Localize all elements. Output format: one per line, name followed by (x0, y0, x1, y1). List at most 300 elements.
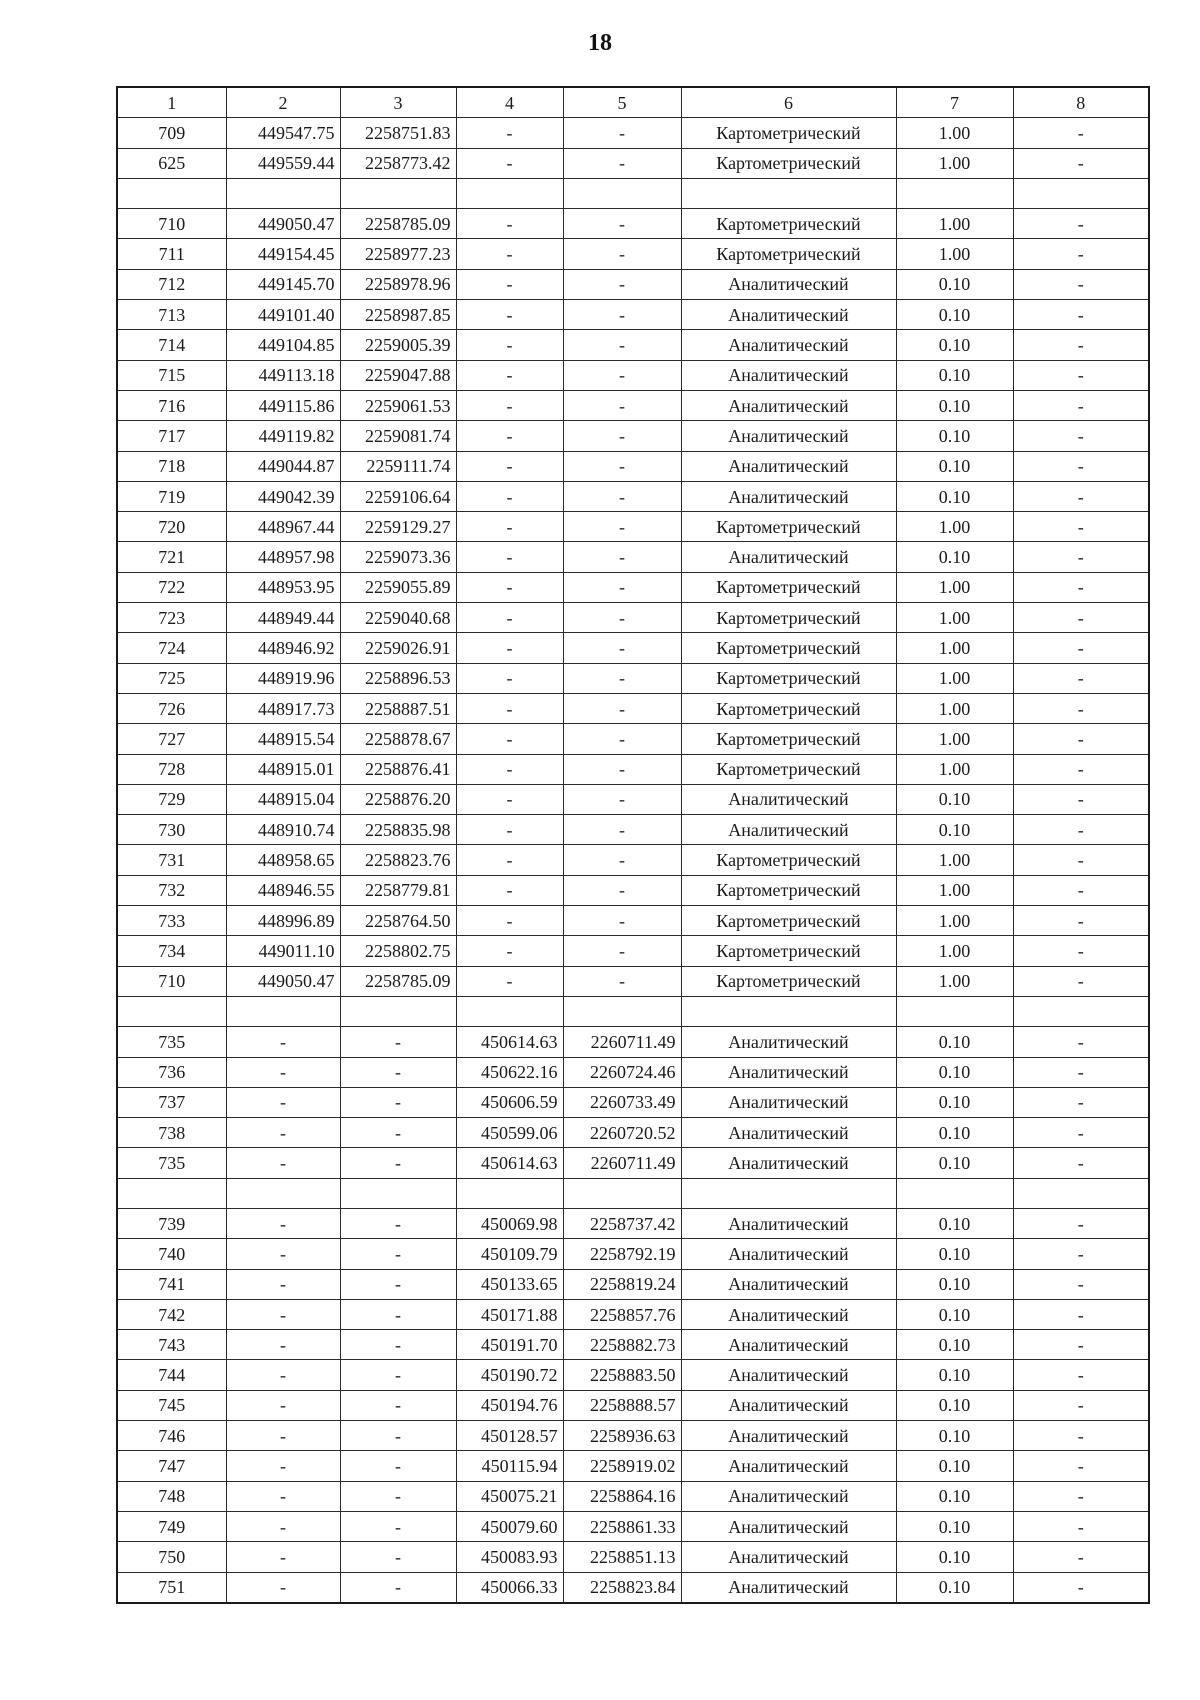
table-cell: 448953.95 (226, 572, 340, 602)
table-cell: - (563, 875, 681, 905)
table-row (117, 724, 1149, 754)
table-cell: 2259106.64 (340, 481, 456, 511)
table-cell (226, 1178, 340, 1208)
table-cell: 2259061.53 (340, 390, 456, 420)
table-cell: - (340, 1299, 456, 1329)
table-cell: 724 (117, 633, 226, 663)
table-cell: - (1013, 1572, 1149, 1603)
table-cell: Аналитический (681, 269, 896, 299)
table-cell: - (456, 269, 563, 299)
table-cell: 718 (117, 451, 226, 481)
table-cell (1013, 996, 1149, 1026)
table-cell: - (456, 360, 563, 390)
table-cell: - (563, 148, 681, 178)
table-separator-row (117, 996, 1149, 1026)
table-cell: 0.10 (896, 1330, 1013, 1360)
table-cell: - (563, 300, 681, 330)
table-cell: - (340, 1481, 456, 1511)
header-cell: 5 (563, 87, 681, 118)
table-cell: 735 (117, 1148, 226, 1178)
table-cell: - (456, 754, 563, 784)
table-cell: Аналитический (681, 1299, 896, 1329)
table-cell: - (563, 693, 681, 723)
table-cell: 450109.79 (456, 1239, 563, 1269)
table-cell: 450083.93 (456, 1542, 563, 1572)
table-cell: - (226, 1027, 340, 1057)
table-row (117, 633, 1149, 663)
table-cell: 734 (117, 936, 226, 966)
table-cell: - (340, 1057, 456, 1087)
table-cell: - (1013, 1118, 1149, 1148)
table-row (117, 1148, 1149, 1178)
table-cell: Аналитический (681, 1542, 896, 1572)
table-cell: Аналитический (681, 815, 896, 845)
table-cell: - (226, 1542, 340, 1572)
table-cell: - (456, 148, 563, 178)
table-cell (340, 996, 456, 1026)
table-cell: 0.10 (896, 1572, 1013, 1603)
table-cell: 450614.63 (456, 1027, 563, 1057)
table-cell: - (456, 209, 563, 239)
table-cell: - (340, 1511, 456, 1541)
table-cell: 450614.63 (456, 1148, 563, 1178)
table-cell: - (1013, 1057, 1149, 1087)
table-cell: 0.10 (896, 390, 1013, 420)
table-cell: Картометрический (681, 118, 896, 148)
table-cell (681, 1178, 896, 1208)
header-cell: 3 (340, 87, 456, 118)
table-cell: 1.00 (896, 239, 1013, 269)
table-cell (117, 996, 226, 1026)
table-row (117, 300, 1149, 330)
table-cell: - (456, 784, 563, 814)
table-cell: 736 (117, 1057, 226, 1087)
table-cell: - (563, 390, 681, 420)
page-number: 18 (588, 30, 612, 56)
table-cell: 2258864.16 (563, 1481, 681, 1511)
table-cell: - (1013, 603, 1149, 633)
table-body (117, 87, 1149, 1603)
table-cell: 448915.54 (226, 724, 340, 754)
table-row (117, 421, 1149, 451)
header-cell: 4 (456, 87, 563, 118)
table-cell: - (226, 1057, 340, 1087)
table-cell (896, 996, 1013, 1026)
table-cell (456, 1178, 563, 1208)
table-cell: - (456, 512, 563, 542)
table-cell: 0.10 (896, 1148, 1013, 1178)
table-cell: - (340, 1027, 456, 1057)
table-cell: 739 (117, 1208, 226, 1238)
table-cell: - (456, 693, 563, 723)
table-cell: - (456, 421, 563, 451)
table-cell: 732 (117, 875, 226, 905)
table-cell: - (1013, 724, 1149, 754)
table-cell: - (563, 451, 681, 481)
table-cell: 1.00 (896, 754, 1013, 784)
table-cell: - (1013, 1208, 1149, 1238)
table-cell: 448910.74 (226, 815, 340, 845)
table-cell: Аналитический (681, 1208, 896, 1238)
table-cell: 1.00 (896, 936, 1013, 966)
table-cell: - (340, 1360, 456, 1390)
table-cell: - (226, 1087, 340, 1117)
table-cell: - (563, 633, 681, 663)
table-cell: Аналитический (681, 390, 896, 420)
table-cell: 1.00 (896, 906, 1013, 936)
table-cell: - (1013, 269, 1149, 299)
table-cell: 0.10 (896, 1269, 1013, 1299)
table-cell: - (456, 724, 563, 754)
table-cell: - (456, 633, 563, 663)
table-cell: Картометрический (681, 148, 896, 178)
table-cell: 0.10 (896, 1087, 1013, 1117)
table-cell: - (226, 1421, 340, 1451)
table-row (117, 512, 1149, 542)
table-cell: 2260733.49 (563, 1087, 681, 1117)
table-cell: - (563, 209, 681, 239)
table-cell: Аналитический (681, 481, 896, 511)
table-cell: - (226, 1481, 340, 1511)
table-cell: Аналитический (681, 1057, 896, 1087)
table-cell: - (1013, 966, 1149, 996)
table-row (117, 1118, 1149, 1148)
table-cell: 1.00 (896, 966, 1013, 996)
table-cell: - (456, 572, 563, 602)
table-cell: - (1013, 118, 1149, 148)
table-cell: 448949.44 (226, 603, 340, 633)
table-cell (896, 1178, 1013, 1208)
table-cell: 1.00 (896, 209, 1013, 239)
table-cell: - (340, 1239, 456, 1269)
table-cell: - (340, 1330, 456, 1360)
table-cell: - (563, 845, 681, 875)
table-cell: 2258919.02 (563, 1451, 681, 1481)
table-cell: - (1013, 330, 1149, 360)
table-cell: - (1013, 1451, 1149, 1481)
table-cell: 448996.89 (226, 906, 340, 936)
table-cell: 2258823.76 (340, 845, 456, 875)
table-cell: 0.10 (896, 815, 1013, 845)
table-cell: Аналитический (681, 451, 896, 481)
table-cell: 2258773.42 (340, 148, 456, 178)
table-cell: - (340, 1118, 456, 1148)
table-cell: 725 (117, 663, 226, 693)
header-cell: 6 (681, 87, 896, 118)
table-cell: Картометрический (681, 754, 896, 784)
header-cell: 2 (226, 87, 340, 118)
table-cell (1013, 178, 1149, 208)
table-cell: 0.10 (896, 1421, 1013, 1451)
table-cell: - (226, 1239, 340, 1269)
table-cell: - (1013, 1087, 1149, 1117)
table-cell: 0.10 (896, 421, 1013, 451)
table-cell: - (1013, 421, 1149, 451)
table-cell: - (1013, 1269, 1149, 1299)
table-cell: 449101.40 (226, 300, 340, 330)
table-cell: 2258876.41 (340, 754, 456, 784)
table-row (117, 1451, 1149, 1481)
table-cell: 714 (117, 330, 226, 360)
table-cell: 449104.85 (226, 330, 340, 360)
table-cell: 729 (117, 784, 226, 814)
table-cell: 2258887.51 (340, 693, 456, 723)
table-cell: 449547.75 (226, 118, 340, 148)
table-cell: 735 (117, 1027, 226, 1057)
table-cell: - (456, 966, 563, 996)
table-cell: 2258888.57 (563, 1390, 681, 1420)
table-row (117, 1421, 1149, 1451)
table-cell: 726 (117, 693, 226, 723)
table-cell: 2258823.84 (563, 1572, 681, 1603)
table-row (117, 936, 1149, 966)
table-cell: 2258785.09 (340, 966, 456, 996)
table-cell: 0.10 (896, 1299, 1013, 1329)
table-cell: - (226, 1572, 340, 1603)
table-cell: 2260711.49 (563, 1148, 681, 1178)
table-cell: Аналитический (681, 1511, 896, 1541)
table-cell: - (563, 360, 681, 390)
table-cell: 738 (117, 1118, 226, 1148)
table-cell: - (1013, 1542, 1149, 1572)
table-cell: 751 (117, 1572, 226, 1603)
table-row (117, 693, 1149, 723)
table-cell: 450622.16 (456, 1057, 563, 1087)
table-cell (563, 996, 681, 1026)
table-cell: Аналитический (681, 542, 896, 572)
table-cell: 716 (117, 390, 226, 420)
table-cell: 449044.87 (226, 451, 340, 481)
table-cell: - (563, 966, 681, 996)
table-row (117, 330, 1149, 360)
table-cell: Картометрический (681, 875, 896, 905)
table-cell: - (226, 1299, 340, 1329)
table-row (117, 481, 1149, 511)
table-row (117, 269, 1149, 299)
table-cell: 2258876.20 (340, 784, 456, 814)
table-row (117, 754, 1149, 784)
table-cell: 2259073.36 (340, 542, 456, 572)
table-cell: - (226, 1148, 340, 1178)
table-cell: 746 (117, 1421, 226, 1451)
table-cell: - (456, 330, 563, 360)
table-cell: 449050.47 (226, 209, 340, 239)
table-cell: - (1013, 754, 1149, 784)
table-cell: 2258802.75 (340, 936, 456, 966)
table-cell: 2258883.50 (563, 1360, 681, 1390)
table-cell: - (226, 1360, 340, 1390)
table-cell: 0.10 (896, 784, 1013, 814)
table-cell: - (1013, 1390, 1149, 1420)
table-cell: 2260720.52 (563, 1118, 681, 1148)
table-cell: 2259005.39 (340, 330, 456, 360)
table-cell: - (563, 239, 681, 269)
table-cell (340, 178, 456, 208)
coordinates-table (116, 86, 1150, 1604)
table-cell: 0.10 (896, 330, 1013, 360)
table-cell: - (563, 421, 681, 451)
table-cell: Картометрический (681, 633, 896, 663)
table-cell: Аналитический (681, 1148, 896, 1178)
table-cell: 448915.01 (226, 754, 340, 784)
table-cell: - (1013, 1421, 1149, 1451)
table-cell: 1.00 (896, 148, 1013, 178)
table-cell: 2259081.74 (340, 421, 456, 451)
table-cell: 448917.73 (226, 693, 340, 723)
table-cell: - (563, 724, 681, 754)
table-cell: - (226, 1118, 340, 1148)
table-cell: 450190.72 (456, 1360, 563, 1390)
table-cell: 2258751.83 (340, 118, 456, 148)
table-cell: - (563, 269, 681, 299)
table-cell: 709 (117, 118, 226, 148)
table-cell: 740 (117, 1239, 226, 1269)
table-cell: 2258819.24 (563, 1269, 681, 1299)
table-cell: 2258857.76 (563, 1299, 681, 1329)
table-cell: - (456, 603, 563, 633)
table-cell: - (1013, 481, 1149, 511)
table-cell (340, 1178, 456, 1208)
table-cell: 1.00 (896, 875, 1013, 905)
table-cell: Аналитический (681, 1087, 896, 1117)
table-row (117, 815, 1149, 845)
table-cell: - (563, 481, 681, 511)
table-cell: Аналитический (681, 360, 896, 390)
table-cell: - (226, 1269, 340, 1299)
table-cell: - (1013, 360, 1149, 390)
table-row (117, 572, 1149, 602)
table-cell: 747 (117, 1451, 226, 1481)
table-cell: Аналитический (681, 1269, 896, 1299)
table-row (117, 1360, 1149, 1390)
table-cell: 2258987.85 (340, 300, 456, 330)
table-cell: 1.00 (896, 663, 1013, 693)
table-cell: Картометрический (681, 512, 896, 542)
header-cell: 8 (1013, 87, 1149, 118)
table-cell: Картометрический (681, 693, 896, 723)
table-separator-row (117, 1178, 1149, 1208)
table-cell: - (563, 603, 681, 633)
table-cell: - (1013, 633, 1149, 663)
table-cell (563, 1178, 681, 1208)
table-cell: 2258779.81 (340, 875, 456, 905)
table-cell (681, 996, 896, 1026)
table-cell: 2258882.73 (563, 1330, 681, 1360)
table-cell: - (456, 906, 563, 936)
table-cell: 1.00 (896, 512, 1013, 542)
table-cell: 450171.88 (456, 1299, 563, 1329)
table-cell: 449154.45 (226, 239, 340, 269)
table-cell (563, 178, 681, 208)
table-cell: Картометрический (681, 209, 896, 239)
table-cell: Аналитический (681, 300, 896, 330)
table-cell: Аналитический (681, 1360, 896, 1390)
table-header-row (117, 87, 1149, 118)
table-cell: - (456, 542, 563, 572)
table-cell: Картометрический (681, 936, 896, 966)
table-cell: 715 (117, 360, 226, 390)
table-cell (226, 178, 340, 208)
table-cell: 727 (117, 724, 226, 754)
table-cell: - (1013, 512, 1149, 542)
table-cell (456, 996, 563, 1026)
table-cell: - (456, 815, 563, 845)
table-cell: Аналитический (681, 1118, 896, 1148)
table-cell: 0.10 (896, 542, 1013, 572)
table-cell: - (456, 845, 563, 875)
table-cell: 449145.70 (226, 269, 340, 299)
table-cell: Картометрический (681, 906, 896, 936)
table-cell: - (226, 1511, 340, 1541)
table-cell: 1.00 (896, 633, 1013, 663)
table-cell: 0.10 (896, 1390, 1013, 1420)
table-cell: - (226, 1208, 340, 1238)
table-cell: 448967.44 (226, 512, 340, 542)
table-cell: 0.10 (896, 300, 1013, 330)
table-row (117, 1572, 1149, 1603)
table-cell: 2258936.63 (563, 1421, 681, 1451)
table-cell: 730 (117, 815, 226, 845)
table-cell: - (456, 451, 563, 481)
table-cell: 737 (117, 1087, 226, 1117)
table-cell: - (340, 1390, 456, 1420)
table-cell: 0.10 (896, 451, 1013, 481)
table-cell: 744 (117, 1360, 226, 1390)
table-cell: - (226, 1451, 340, 1481)
table-cell (117, 1178, 226, 1208)
table-cell: 0.10 (896, 481, 1013, 511)
table-cell: 723 (117, 603, 226, 633)
table-cell: 448958.65 (226, 845, 340, 875)
table-cell: - (1013, 1239, 1149, 1269)
table-row (117, 239, 1149, 269)
table-cell: 450079.60 (456, 1511, 563, 1541)
table-cell: - (456, 936, 563, 966)
table-separator-row (117, 178, 1149, 208)
table-row (117, 966, 1149, 996)
table-cell (896, 178, 1013, 208)
table-cell: Аналитический (681, 1390, 896, 1420)
table-cell: - (340, 1269, 456, 1299)
table-cell: - (1013, 390, 1149, 420)
table-cell (117, 178, 226, 208)
table-row (117, 1027, 1149, 1057)
table-cell: 750 (117, 1542, 226, 1572)
table-cell: 2259055.89 (340, 572, 456, 602)
table-cell: 2258792.19 (563, 1239, 681, 1269)
table-cell: 450191.70 (456, 1330, 563, 1360)
table-cell: 450075.21 (456, 1481, 563, 1511)
table-cell: - (340, 1148, 456, 1178)
table-cell: 2258851.13 (563, 1542, 681, 1572)
table-cell: 1.00 (896, 845, 1013, 875)
table-cell: 0.10 (896, 1451, 1013, 1481)
table-cell: - (563, 572, 681, 602)
table-cell: - (456, 663, 563, 693)
table-cell: 2260724.46 (563, 1057, 681, 1087)
table-row (117, 1208, 1149, 1238)
table-cell: 748 (117, 1481, 226, 1511)
table-cell: 448919.96 (226, 663, 340, 693)
table-row (117, 845, 1149, 875)
table-cell: 722 (117, 572, 226, 602)
table-row (117, 209, 1149, 239)
table-cell: Аналитический (681, 1239, 896, 1269)
table-cell: 742 (117, 1299, 226, 1329)
table-cell: Картометрический (681, 724, 896, 754)
table-cell: 717 (117, 421, 226, 451)
table-cell: 2259026.91 (340, 633, 456, 663)
